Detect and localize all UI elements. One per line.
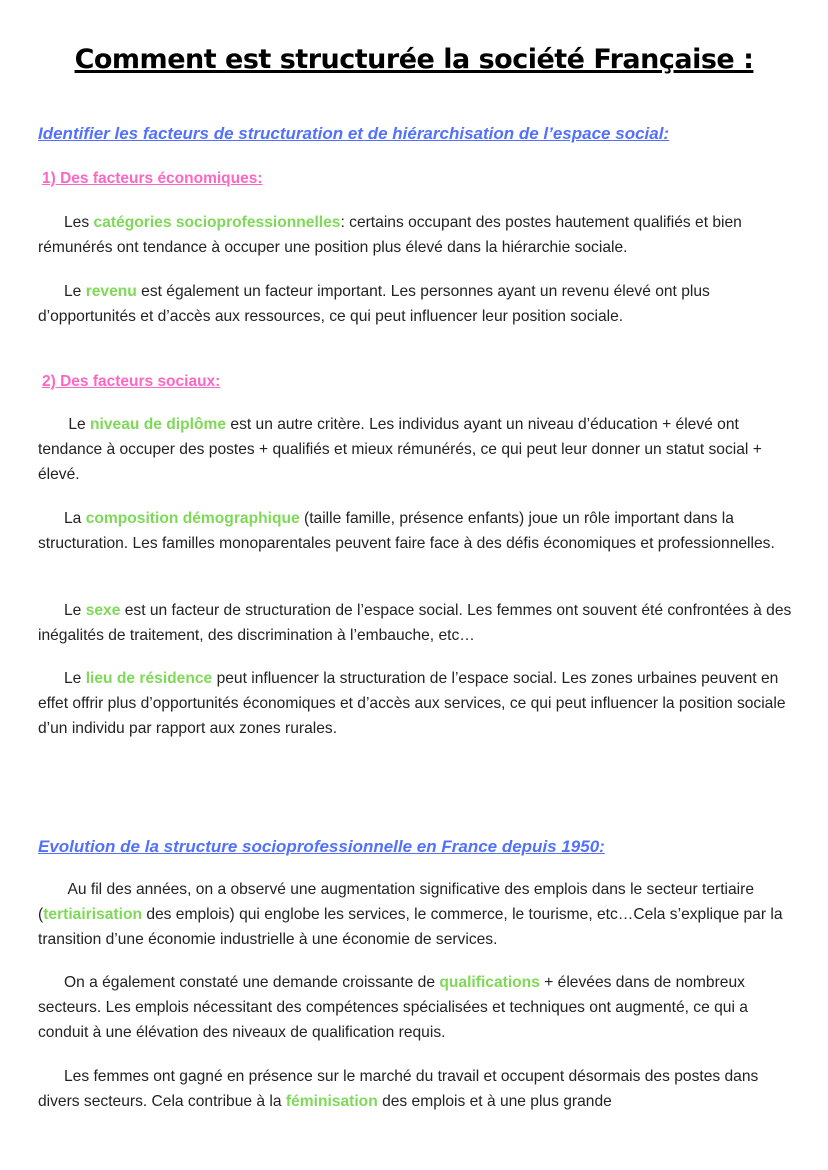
text: : certains occupant des postes hautement qualifiés et bien rémunérés ont tendance à occuper une position plus élevé dans la hiérarchie sociale. [38, 214, 742, 256]
paragraph-sexe [38, 598, 793, 648]
highlight-term: revenu [85, 283, 137, 300]
text: des emplois et à une plus grande [377, 1093, 612, 1110]
highlight-term: niveau de diplôme [90, 416, 227, 433]
text: Le [64, 670, 86, 687]
section-heading-factors: Identifier les facteurs de structuration et de hiérarchisation de l’espace social: [38, 124, 670, 143]
text: Le [64, 602, 86, 619]
text: Le [64, 416, 91, 433]
text: Au fil des années, on a observé une augmentation significative des emplois dans le secteur tertiaire ( [38, 881, 755, 923]
paragraph-csp [38, 210, 793, 260]
text: + élevées dans de nombreux secteurs. Les emplois nécessitant des compétences spécialisées et techniques ont augmenté, ce qui a conduit à une élévation des niveaux de qualification requis. [38, 974, 748, 1041]
text: (taille famille, présence enfants) joue un rôle important dans la structuration. Les familles monoparentales peuvent faire face à des défis économiques et professionnelles. [38, 510, 775, 552]
highlight-term: lieu de résidence [85, 670, 213, 687]
text: Les femmes ont gagné en présence sur le marché du travail et occupent désormais des postes dans divers secteurs. Cela contribue à la [38, 1068, 759, 1110]
paragraph-feminisation [38, 1064, 793, 1114]
highlight-term: composition démographique [85, 510, 300, 527]
highlight-term: sexe [85, 602, 121, 619]
highlight-term: féminisation [285, 1093, 378, 1110]
paragraph-tertiairisation [38, 877, 793, 952]
highlight-term: qualifications [439, 974, 540, 991]
page-title: Comment est structurée la société Française : [74, 44, 754, 75]
text: peut influencer la structuration de l’espace social. Les zones urbaines peuvent en effet offrir plus d’opportunités économiques et d’accès aux services, ce qui peut influencer la position sociale d’un individu par rapport aux zones rurales. [38, 670, 786, 737]
text: est un autre critère. Les individus ayant un niveau d’éducation + élevé ont tendance à occuper des postes + qualifiés et mieux rémunérés, ce qui peut leur donner un statut social + élevé. [38, 416, 762, 483]
highlight-term: tertiairisation [43, 906, 142, 923]
subheading-economic: 1) Des facteurs économiques: [42, 170, 263, 187]
paragraph-diplome [38, 412, 793, 487]
paragraph-residence [38, 666, 793, 741]
paragraph-revenu [38, 279, 793, 329]
text: La [64, 510, 86, 527]
highlight-term: catégories socioprofessionnelles [93, 214, 341, 231]
subheading-social: 2) Des facteurs sociaux: [42, 373, 221, 390]
paragraph-qualifications [38, 970, 793, 1045]
text: est également un facteur important. Les personnes ayant un revenu élevé ont plus d’opportunités et d’accès aux ressources, ce qui peut influencer leur position sociale. [38, 283, 710, 325]
section-heading-evolution: Evolution de la structure socioprofessionnelle en France depuis 1950: [38, 837, 605, 856]
text: des emplois) qui englobe les services, le commerce, le tourisme, etc…Cela s’explique par la transition d’une économie industrielle à une économie de services. [38, 906, 783, 948]
text: On a également constaté une demande croissante de [64, 974, 440, 991]
text: est un facteur de structuration de l’espace social. Les femmes ont souvent été confrontées à des inégalités de traitement, des discrimination à l’embauche, etc… [38, 602, 792, 644]
text: Le [64, 283, 86, 300]
text: Les [64, 214, 94, 231]
paragraph-demographie [38, 506, 793, 556]
